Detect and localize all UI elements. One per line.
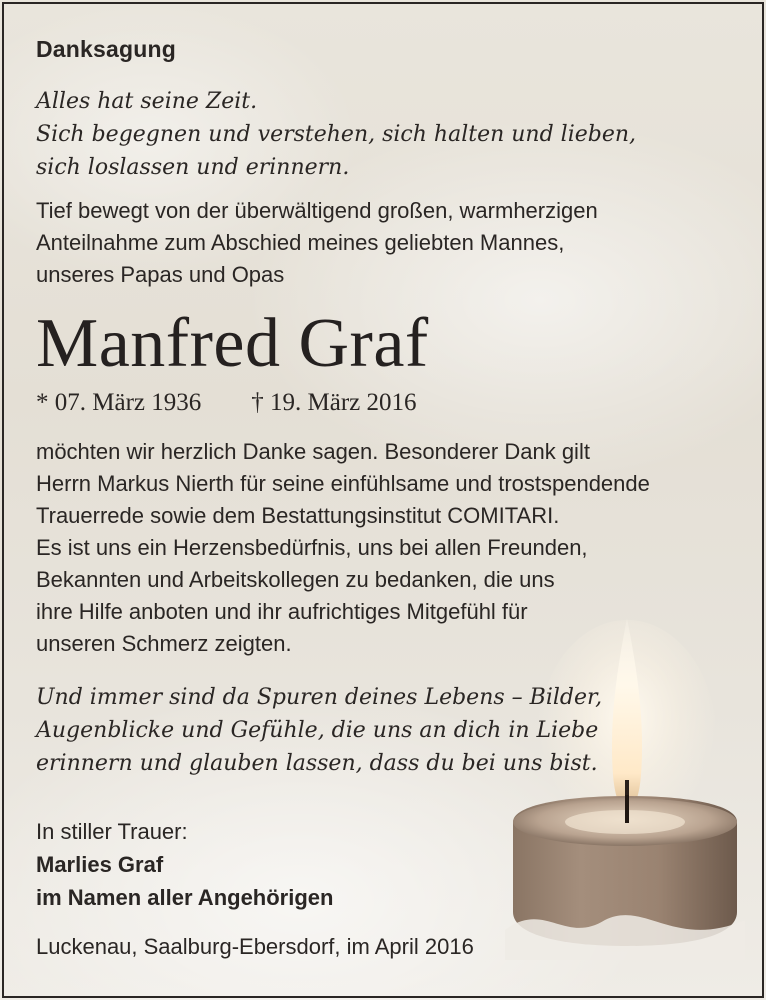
closing-quote	[36, 681, 602, 780]
main-text-line: Es ist uns ein Herzensbedürfnis, uns bei allen Freunden,	[36, 535, 588, 560]
notice-heading: Danksagung	[36, 36, 177, 62]
deceased-name: Manfred Graf	[36, 305, 429, 382]
main-text-line: Herrn Markus Nierth für seine einfühlsame und trostspendende	[36, 471, 650, 496]
main-text-line: möchten wir herzlich Danke sagen. Besonderer Dank gilt	[36, 439, 590, 464]
life-dates	[36, 386, 417, 420]
signoff-lead: In stiller Trauer:	[36, 819, 188, 844]
birth-date: * 07. März 1936	[36, 389, 202, 416]
intro-text	[36, 195, 598, 291]
intro-line: unseres Papas und Opas	[36, 262, 285, 287]
opening-quote-line: Alles hat seine Zeit.	[36, 89, 258, 114]
intro-line: Tief bewegt von der überwältigend großen, warmherzigen	[36, 198, 598, 223]
closing-quote-line: erinnern und glauben lassen, dass du bei uns bist.	[36, 751, 598, 776]
closing-quote-line: Augenblicke und Gefühle, die uns an dich in Liebe	[36, 718, 599, 743]
main-text-line: unseren Schmerz zeigten.	[36, 631, 292, 656]
main-text-line: ihre Hilfe anboten und ihr aufrichtiges Mitgefühl für	[36, 599, 528, 624]
opening-quote-line: sich loslassen und erinnern.	[36, 155, 350, 180]
main-text-line: Trauerrede sowie dem Bestattungsinstitut COMITARI.	[36, 503, 560, 528]
opening-quote	[36, 85, 636, 184]
signoff-family: im Namen aller Angehörigen	[36, 885, 334, 910]
signoff-name: Marlies Graf	[36, 852, 164, 877]
main-text	[36, 436, 650, 660]
opening-quote-line: Sich begegnen und verstehen, sich halten und lieben,	[36, 122, 637, 147]
closing-quote-line: Und immer sind da Spuren deines Lebens – Bilder,	[36, 685, 603, 710]
place-date: Luckenau, Saalburg-Ebersdorf, im April 2016	[36, 934, 474, 959]
intro-line: Anteilnahme zum Abschied meines geliebten Mannes,	[36, 230, 565, 255]
death-date: † 19. März 2016	[251, 389, 417, 416]
signoff	[36, 815, 333, 914]
main-text-line: Bekannten und Arbeitskollegen zu bedanken, die uns	[36, 567, 555, 592]
